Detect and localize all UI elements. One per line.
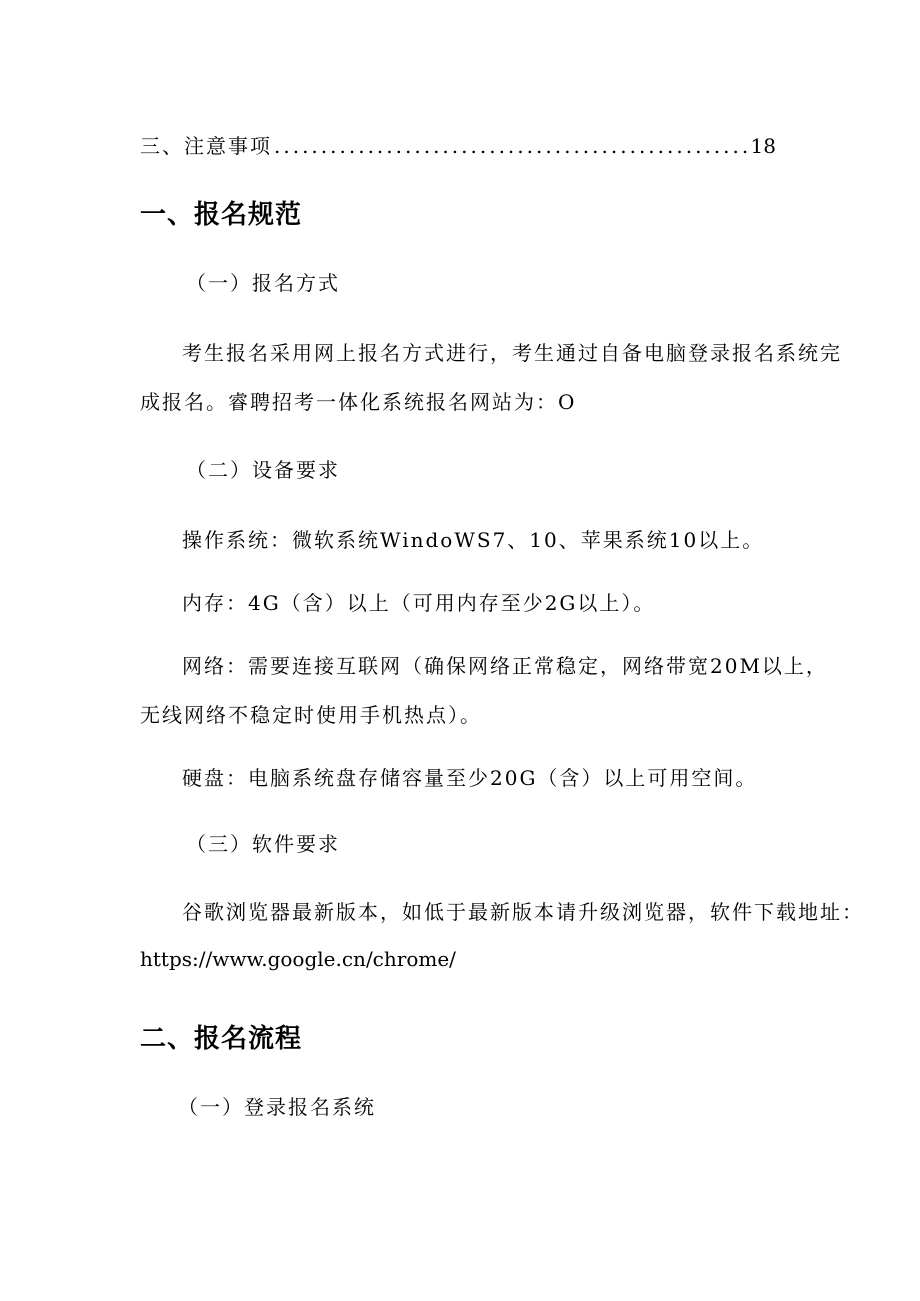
paragraph-registration-method-line-1: 考生报名采用网上报名方式进行，考生通过自备电脑登录报名系统完 xyxy=(182,341,842,365)
toc-dot-leader xyxy=(274,133,749,159)
subheading-device-requirements: （二）设备要求 xyxy=(186,458,340,482)
subheading-registration-method: （一）报名方式 xyxy=(186,271,340,295)
subheading-software-requirements: （三）软件要求 xyxy=(186,832,340,856)
requirement-network-line-2: 无线网络不稳定时使用手机热点）。 xyxy=(140,703,482,727)
section-heading-registration-rules: 一、报名规范 xyxy=(140,200,303,230)
requirement-disk: 硬盘：电脑系统盘存储容量至少20G（含）以上可用空间。 xyxy=(182,766,758,790)
toc-entry[interactable] xyxy=(140,133,776,159)
subheading-login-registration-system: （一）登录报名系统 xyxy=(178,1095,376,1119)
section-heading-registration-process: 二、报名流程 xyxy=(140,1024,303,1054)
paragraph-registration-method-line-2: 成报名。睿聘招考一体化系统报名网站为：O xyxy=(140,390,577,414)
requirement-network-line-1: 网络：需要连接互联网（确保网络正常稳定，网络带宽20M以上， xyxy=(182,654,828,678)
software-download-link[interactable]: https://www.google.cn/chrome/ xyxy=(140,947,456,971)
requirement-memory: 内存：4G（含）以上（可用内存至少2G以上）。 xyxy=(182,591,656,615)
requirement-software-line-1: 谷歌浏览器最新版本，如低于最新版本请升级浏览器，软件下载地址： xyxy=(182,900,864,924)
toc-entry-label: 三、注意事项 xyxy=(140,134,272,158)
requirement-operating-system: 操作系统：微软系统WindoWS7、10、苹果系统10以上。 xyxy=(182,528,765,552)
toc-page-number: 18 xyxy=(750,134,776,158)
